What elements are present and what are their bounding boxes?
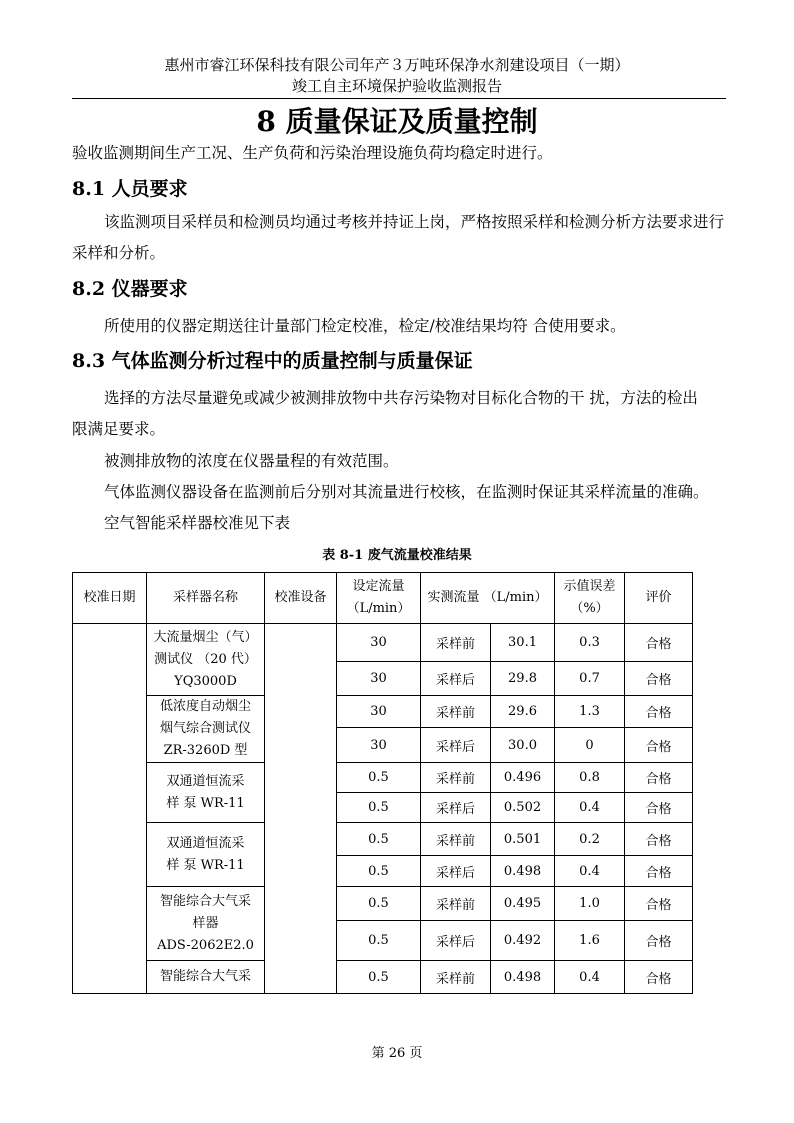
stage-cell: 采样后 <box>421 728 491 763</box>
eval-cell: 合格 <box>625 856 693 887</box>
header-line-1: 惠州市睿江环保科技有限公司年产３万吨环保净水剂建设项目（一期） <box>164 56 630 74</box>
error-cell: 0.3 <box>555 624 625 662</box>
heading-8-1: 8.1 人员要求 <box>72 178 188 200</box>
set-cell: 0.5 <box>337 823 421 856</box>
stage-cell: 采样前 <box>421 696 491 728</box>
stage-cell: 采样后 <box>421 662 491 696</box>
header-line-2: 竣工自主环境保护验收监测报告 <box>291 77 502 95</box>
page-number: 第 26 页 <box>371 1046 423 1061</box>
set-cell: 0.5 <box>337 961 421 994</box>
table-header-row <box>73 573 693 624</box>
sampler-name-line: 样 泵 WR-11 <box>166 795 245 811</box>
section-intro: 验收监测期间生产工况、生产负荷和污染治理设施负荷均稳定时进行。 <box>72 144 553 162</box>
s83-p1-line-2: 限满足要求。 <box>72 420 166 438</box>
sampler-name-line: YQ3000D <box>174 673 237 689</box>
table-row <box>73 696 693 728</box>
table-row <box>73 763 693 793</box>
set-cell: 0.5 <box>337 763 421 793</box>
eval-cell: 合格 <box>625 696 693 728</box>
stage-cell: 采样前 <box>421 763 491 793</box>
error-cell: 0.4 <box>555 961 625 994</box>
eval-cell: 合格 <box>625 624 693 662</box>
sampler-name-line: 测试仪 （20 代） <box>154 651 257 667</box>
section-title: 8 质量保证及质量控制 <box>256 105 538 138</box>
table-row <box>73 887 693 921</box>
header-equipment: 校准设备 <box>265 573 337 624</box>
stage-cell: 采样前 <box>421 823 491 856</box>
measured-cell: 0.492 <box>491 921 555 961</box>
sampler-name-line: 样器 <box>192 915 219 931</box>
header-error <box>555 573 625 624</box>
header-set-flow <box>337 573 421 624</box>
error-cell: 0.7 <box>555 662 625 696</box>
stage-cell: 采样前 <box>421 887 491 921</box>
set-cell: 30 <box>337 728 421 763</box>
eval-cell: 合格 <box>625 961 693 994</box>
stage-cell: 采样前 <box>421 961 491 994</box>
eval-cell: 合格 <box>625 763 693 793</box>
sampler-name-cell <box>147 624 265 696</box>
eval-cell: 合格 <box>625 662 693 696</box>
calibration-table <box>72 572 693 994</box>
sampler-name-cell <box>147 696 265 763</box>
header-measured: 实测流量 （L/min） <box>421 573 555 624</box>
sampler-name-line: 智能综合大气采 <box>159 893 251 909</box>
stage-cell: 采样后 <box>421 793 491 823</box>
table-row <box>73 624 693 662</box>
error-cell: 0 <box>555 728 625 763</box>
sampler-name-cell <box>147 887 265 961</box>
eval-cell: 合格 <box>625 887 693 921</box>
set-cell: 0.5 <box>337 921 421 961</box>
measured-cell: 0.498 <box>491 961 555 994</box>
eval-cell: 合格 <box>625 921 693 961</box>
table-caption: 表 8-1 废气流量校准结果 <box>322 548 472 563</box>
measured-cell: 0.496 <box>491 763 555 793</box>
table-row <box>73 823 693 856</box>
sampler-name-line: 双通道恒流采 <box>166 835 245 851</box>
sampler-name-line: 智能综合大气采 <box>159 969 251 984</box>
set-cell: 0.5 <box>337 793 421 823</box>
measured-cell: 0.501 <box>491 823 555 856</box>
stage-cell: 采样后 <box>421 856 491 887</box>
sampler-name-line: 低浓度自动烟尘 <box>159 699 251 714</box>
sampler-name-line: ZR-3260D 型 <box>163 743 248 758</box>
header-set-flow-line-1: 设定流量 <box>352 579 405 594</box>
eval-cell: 合格 <box>625 823 693 856</box>
sampler-name-cell <box>147 961 265 994</box>
header-error-line-2: （%） <box>570 601 609 616</box>
measured-cell: 0.502 <box>491 793 555 823</box>
header-error-line-1: 示值误差 <box>563 579 616 594</box>
header-rule <box>72 98 726 99</box>
error-cell: 0.4 <box>555 793 625 823</box>
s83-p4: 空气智能采样器校准见下表 <box>104 514 291 532</box>
error-cell: 0.2 <box>555 823 625 856</box>
s83-p1-line-1: 选择的方法尽量避免或减少被测排放物中共存污染物对目标化合物的干 扰，方法的检出 <box>104 389 698 407</box>
s82-line-1: 所使用的仪器定期送往计量部门检定校准，检定/校准结果均符 合使用要求。 <box>104 317 626 335</box>
set-cell: 30 <box>337 662 421 696</box>
error-cell: 1.6 <box>555 921 625 961</box>
set-cell: 0.5 <box>337 887 421 921</box>
heading-8-2: 8.2 仪器要求 <box>72 278 188 300</box>
stage-cell: 采样前 <box>421 624 491 662</box>
set-cell: 30 <box>337 696 421 728</box>
measured-cell: 29.6 <box>491 696 555 728</box>
measured-cell: 0.498 <box>491 856 555 887</box>
sampler-name-line: 烟气综合测试仪 <box>159 721 251 736</box>
s81-line-2: 采样和分析。 <box>72 244 166 262</box>
s83-p3: 气体监测仪器设备在监测前后分别对其流量进行校核，在监测时保证其采样流量的准确。 <box>104 483 709 501</box>
measured-cell: 0.495 <box>491 887 555 921</box>
sampler-name-line: 大流量烟尘（气） <box>153 629 258 645</box>
error-cell: 0.4 <box>555 856 625 887</box>
measured-cell: 29.8 <box>491 662 555 696</box>
table-row <box>73 961 693 994</box>
eval-cell: 合格 <box>625 728 693 763</box>
equipment-cell <box>265 624 337 994</box>
set-cell: 0.5 <box>337 856 421 887</box>
s83-p2: 被测排放物的浓度在仪器量程的有效范围。 <box>104 452 399 470</box>
error-cell: 1.0 <box>555 887 625 921</box>
header-set-flow-line-2: （L/min） <box>346 601 411 616</box>
sampler-name-line: 样 泵 WR-11 <box>166 857 245 873</box>
heading-8-3: 8.3 气体监测分析过程中的质量控制与质量保证 <box>72 350 473 372</box>
sampler-name-line: 双通道恒流采 <box>166 773 245 789</box>
header-eval: 评价 <box>625 573 693 624</box>
measured-cell: 30.1 <box>491 624 555 662</box>
sampler-name-line: ADS-2062E2.0 <box>157 937 254 953</box>
measured-cell: 30.0 <box>491 728 555 763</box>
error-cell: 1.3 <box>555 696 625 728</box>
header-name: 采样器名称 <box>147 573 265 624</box>
sampler-name-cell <box>147 823 265 887</box>
date-cell <box>73 624 147 994</box>
header-date: 校准日期 <box>73 573 147 624</box>
sampler-name-cell <box>147 763 265 823</box>
set-cell: 30 <box>337 624 421 662</box>
stage-cell: 采样后 <box>421 921 491 961</box>
error-cell: 0.8 <box>555 763 625 793</box>
eval-cell: 合格 <box>625 793 693 823</box>
s81-line-1: 该监测项目采样员和检测员均通过考核并持证上岗，严格按照采样和检测分析方法要求进行 <box>104 213 725 231</box>
